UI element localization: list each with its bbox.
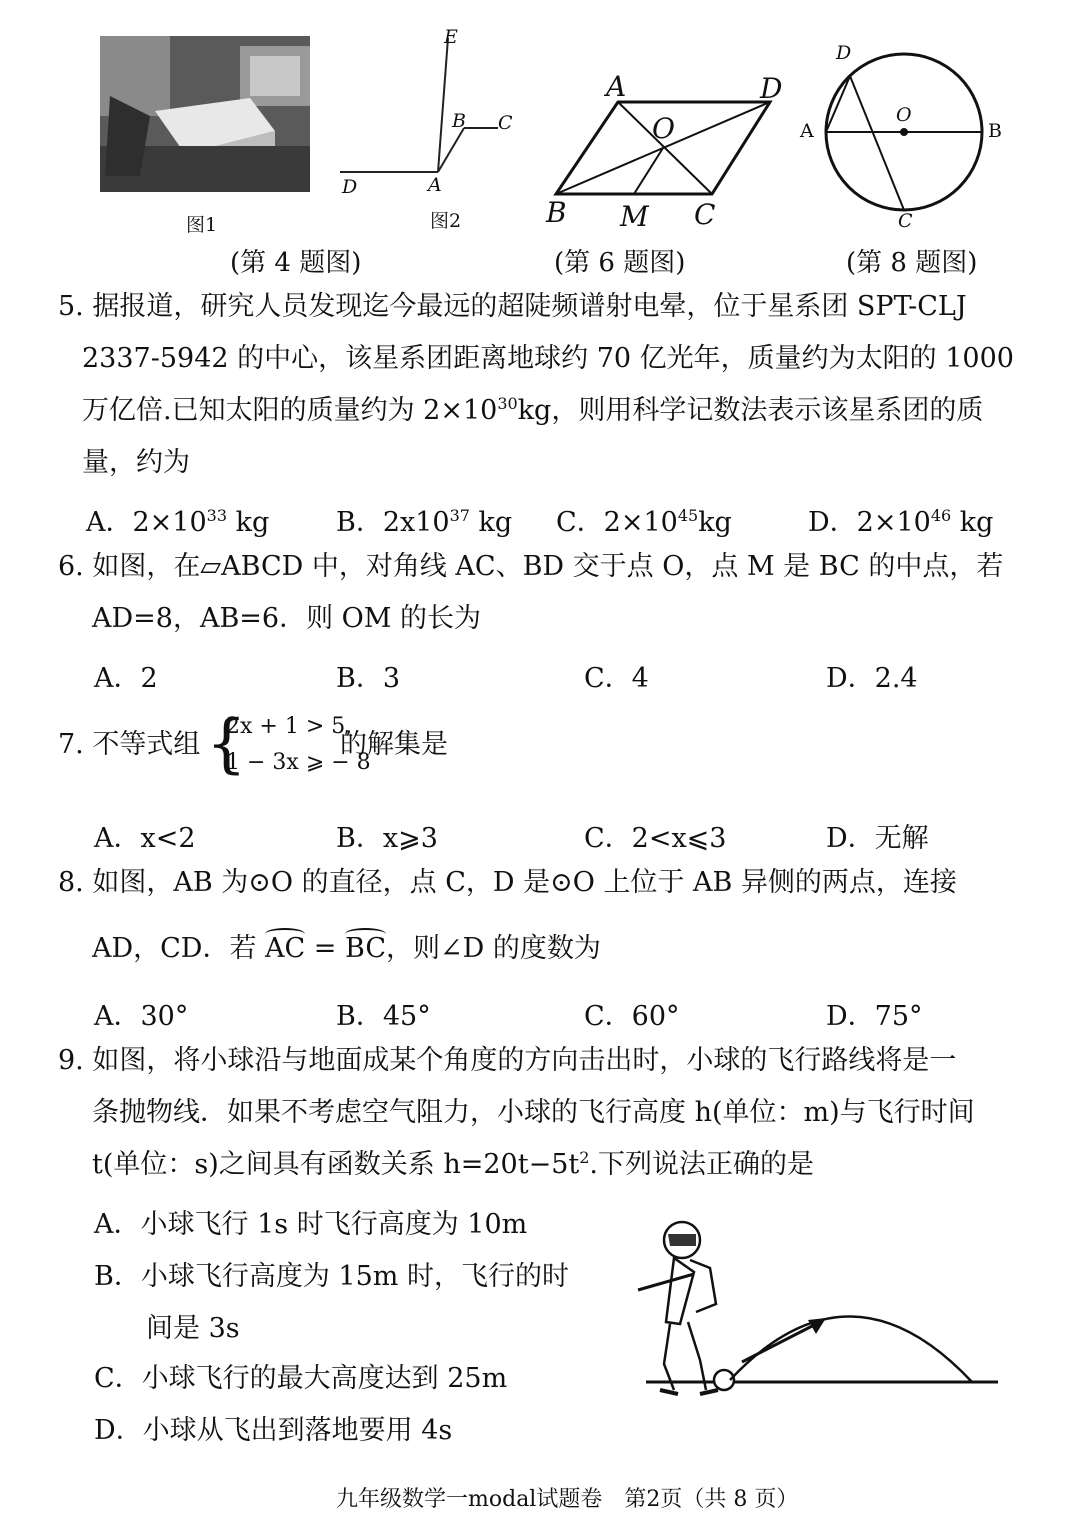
figure-8-circle: [818, 40, 998, 230]
q5-option-c: C．$2\times 10^{45}kg$: [556, 506, 732, 538]
q7-option-d: D．无解: [826, 823, 929, 854]
q5-line-4: 量，约为: [82, 447, 190, 478]
q5-line-2: 2337-5942 的中心，该星系团距离地球约 70 亿光年，质量约为太阳的 1000: [82, 343, 1014, 374]
fig2-point-B: B: [452, 110, 466, 132]
q6-line-1: 6. 如图，在▱ABCD 中，对角线 AC、BD 交于点 O，点 M 是 BC 的中点，若: [58, 551, 1004, 582]
q6-option-a: A．2: [94, 663, 158, 694]
fig6-point-C: C: [694, 198, 716, 231]
fig8-point-B: B: [988, 120, 1002, 142]
q7-inequality-1: 2x + 1 > 5,: [226, 714, 353, 739]
arc-bc: BC: [345, 933, 387, 964]
q8-option-c: C．60°: [584, 1001, 680, 1032]
q8-line-1: 8. 如图，AB 为⊙O 的直径，点 C，D 是⊙O 上位于 AB 异侧的两点，连接: [58, 867, 957, 898]
fig6-point-A: A: [606, 70, 627, 103]
fig8-point-C: C: [898, 210, 913, 232]
q6-option-c: C．4: [584, 663, 649, 694]
fig6-point-M: M: [620, 200, 649, 233]
q5-line-1: 5. 据报道，研究人员发现迄今最远的超陡频谱射电晕，位于星系团 SPT-CLJ: [58, 291, 967, 322]
q5-option-b: B．$2x10^{37}$ kg: [336, 506, 513, 538]
q7-option-a: A．x<2: [94, 823, 196, 854]
q6-line-2: AD=8，AB=6．则 OM 的长为: [92, 603, 482, 634]
q7-option-b: B．x⩾3: [336, 823, 438, 854]
figure-2-angle: [330, 20, 530, 200]
fig6-point-O: O: [652, 112, 675, 145]
golfer-illustration: [630, 1212, 1010, 1422]
arc-ac: AC: [265, 933, 306, 964]
q6-option-d: D．2.4: [826, 663, 918, 694]
q8-option-d: D．75°: [826, 1001, 923, 1032]
page-footer: 九年级数学一modal试题卷 第2页（共 8 页）: [336, 1487, 799, 1512]
q8-line-2: AD，CD．若 AC = BC，则∠D 的度数为: [92, 933, 601, 964]
figure-2-label: 图2: [430, 210, 462, 232]
figure-1-photo: [100, 36, 310, 192]
q6-option-b: B．3: [336, 663, 401, 694]
figure-1-label: 图1: [186, 214, 218, 236]
q7-option-c: C．2<x⩽3: [584, 823, 727, 854]
fig6-point-B: B: [546, 196, 567, 229]
q9-line-2: 条抛物线．如果不考虑空气阻力，小球的飞行高度 h(单位：m)与飞行时间: [92, 1097, 975, 1128]
fig8-point-O: O: [896, 104, 912, 126]
q5-line-3: 万亿倍.已知太阳的质量约为 $2\times 10^{30}kg$，则用科学记数法表示该星系团的质: [82, 394, 984, 426]
fig2-point-E: E: [444, 26, 458, 48]
fig2-point-D: D: [342, 176, 358, 198]
fig8-point-D: D: [836, 42, 852, 64]
q8-figure-caption: (第 8 题图): [846, 248, 978, 278]
q8-option-b: B．45°: [336, 1001, 431, 1032]
q7-prefix: 7. 不等式组: [58, 729, 201, 760]
fig6-point-D: D: [760, 72, 783, 105]
q9-option-d: D．小球从飞出到落地要用 4s: [94, 1415, 453, 1446]
q9-line-3: t(单位：s)之间具有函数关系 $h=20t-5t^2$.下列说法正确的是: [92, 1148, 815, 1180]
q9-line-1: 9. 如图，将小球沿与地面成某个角度的方向击出时，小球的飞行路线将是一: [58, 1045, 957, 1076]
q4-figure-caption: (第 4 题图): [230, 248, 362, 278]
fig2-point-C: C: [498, 112, 513, 134]
q9-option-b-line-1: B．小球飞行高度为 15m 时，飞行的时: [94, 1261, 569, 1292]
q9-option-a: A．小球飞行 1s 时飞行高度为 10m: [94, 1209, 528, 1240]
q7-suffix: 的解集是: [340, 729, 448, 760]
q9-option-b-line-2: 间是 3s: [146, 1313, 240, 1344]
q5-option-a: A．$2\times 10^{33}$ kg: [86, 506, 270, 538]
q7-inequality-2: 1 − 3x ⩾ − 8: [226, 750, 371, 775]
fig8-point-A: A: [800, 120, 814, 142]
q6-figure-caption: (第 6 题图): [554, 248, 686, 278]
q8-option-a: A．30°: [94, 1001, 189, 1032]
q9-option-c: C．小球飞行的最大高度达到 25m: [94, 1363, 508, 1394]
q5-option-d: D．$2\times 10^{46}$ kg: [808, 506, 994, 538]
q7-system-brace: {: [206, 707, 247, 781]
fig2-point-A: A: [428, 174, 442, 196]
